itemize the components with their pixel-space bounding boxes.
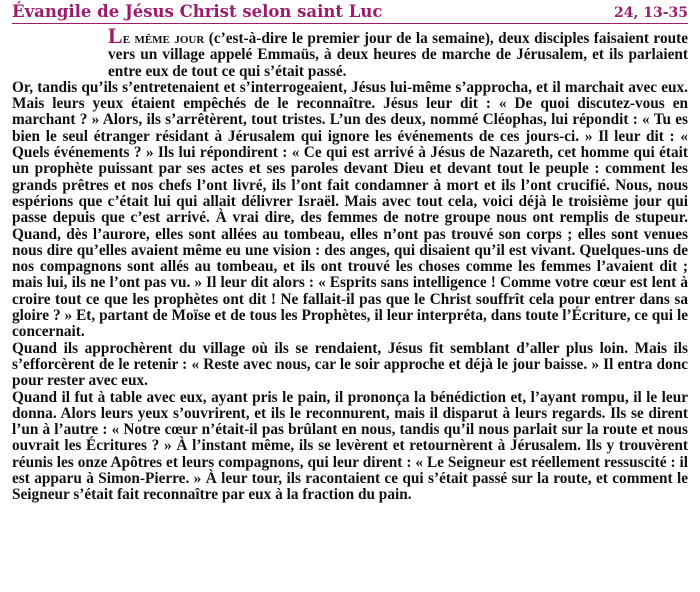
incipit-smallcaps: e même jour [122, 30, 205, 47]
gospel-title: Évangile de Jésus Christ selon saint Luc [12, 2, 383, 21]
paragraph-4: Quand il fut à table avec eux, ayant pris le pain, il prononça la bénédiction et, l’ayant rompu, il le leur donna. Alors leurs yeux s’ouvrirent, et ils le reconnurent, mais il disparut à leurs regards. Ils se dirent l’un à l’autre : « Notre cœur n’était-il pas brûlant en nous, tandis qu’il nous parlait sur la route et nous ouvrait les Écritures ? » À l’instant même, ils se levèrent et retournèrent à Jérusalem. Ils y trouvèrent réunis les onze Apôtres et leurs compagnons, qui leur dirent : « Le Seigneur est réellement ressuscité : il est apparu à Simon-Pierre. » À leur tour, ils racontaient ce qui s’était passé sur la route, et comment le Seigneur s’était fait reconnaître par eux à la fraction du pain. [12, 388, 688, 504]
gospel-text [12, 23, 688, 504]
paragraph-2: Or, tandis qu’ils s’entretenaient et s’interrogeaient, Jésus lui-même s’approcha, et il marchait avec eux. Mais leurs yeux étaient empêchés de le reconnaître. Jésus leur dit : « De quoi discutez-vous en marchant ? » Alors, ils s’arrêtèrent, tout tristes. L’un des deux, nommé Cléophas, lui répondit : « Tu es bien le seul étranger résidant à Jérusalem qui ignore les événements de ces jours-ci. » Il leur dit : « Quels événements ? » Ils lui répondirent : « Ce qui est arrivé à Jésus de Nazareth, cet homme qui était un prophète puissant par ses actes et ses paroles devant Dieu et devant tout le peuple : comment les grands prêtres et nos chefs l’ont livré, ils l’ont fait condamner à mort et ils l’ont crucifié. Nous, nous espérions que c’était lui qui allait délivrer Israël. Mais avec tout cela, voici déjà le troisième jour qui passe depuis que c’est arrivé. À vrai dire, des femmes de notre groupe nous ont remplis de stupeur. Quand, dès l’aurore, elles sont allées au tombeau, elles n’ont pas trouvé son corps ; elles sont venues nous dire qu’elles avaient même eu une vision : des anges, qui disaient qu’il est vivant. Quelques-uns de nos compagnons sont allés au tombeau, et ils ont trouvé les choses comme les femmes l’avaient dit ; mais lui, ils ne l’ont pas vu. » Il leur dit alors : « Esprits sans intelligence ! Comme votre cœur est lent à croire tout ce que les prophètes ont dit ! Ne fallait-il pas que le Christ souffrît cela pour entrer dans sa gloire ? » Et, partant de Moïse et de tous les Prophètes, il leur interpréta, dans toute l’Écriture, ce qui le concernait. [12, 78, 688, 341]
verse-reference: 24, 13-35 [613, 5, 688, 21]
paragraph-1 [12, 23, 688, 80]
page-header [12, 2, 688, 24]
incipit-initial: L [108, 23, 123, 48]
paragraph-3: Quand ils approchèrent du village où ils se rendaient, Jésus fit semblant d’aller plus loin. Mais ils s’efforcèrent de le retenir : « Reste avec nous, car le soir approche et déjà le jour baisse. » Il entra donc pour rester avec eux. [12, 339, 688, 390]
paragraph-1-text: (c’est-à-dire le premier jour de la semaine), deux disciples faisaient route vers un village appelé Emmaüs, à deux heures de marche de Jérusalem, et ils parlaient entre eux de tout ce qui s’était passé. [108, 30, 688, 80]
